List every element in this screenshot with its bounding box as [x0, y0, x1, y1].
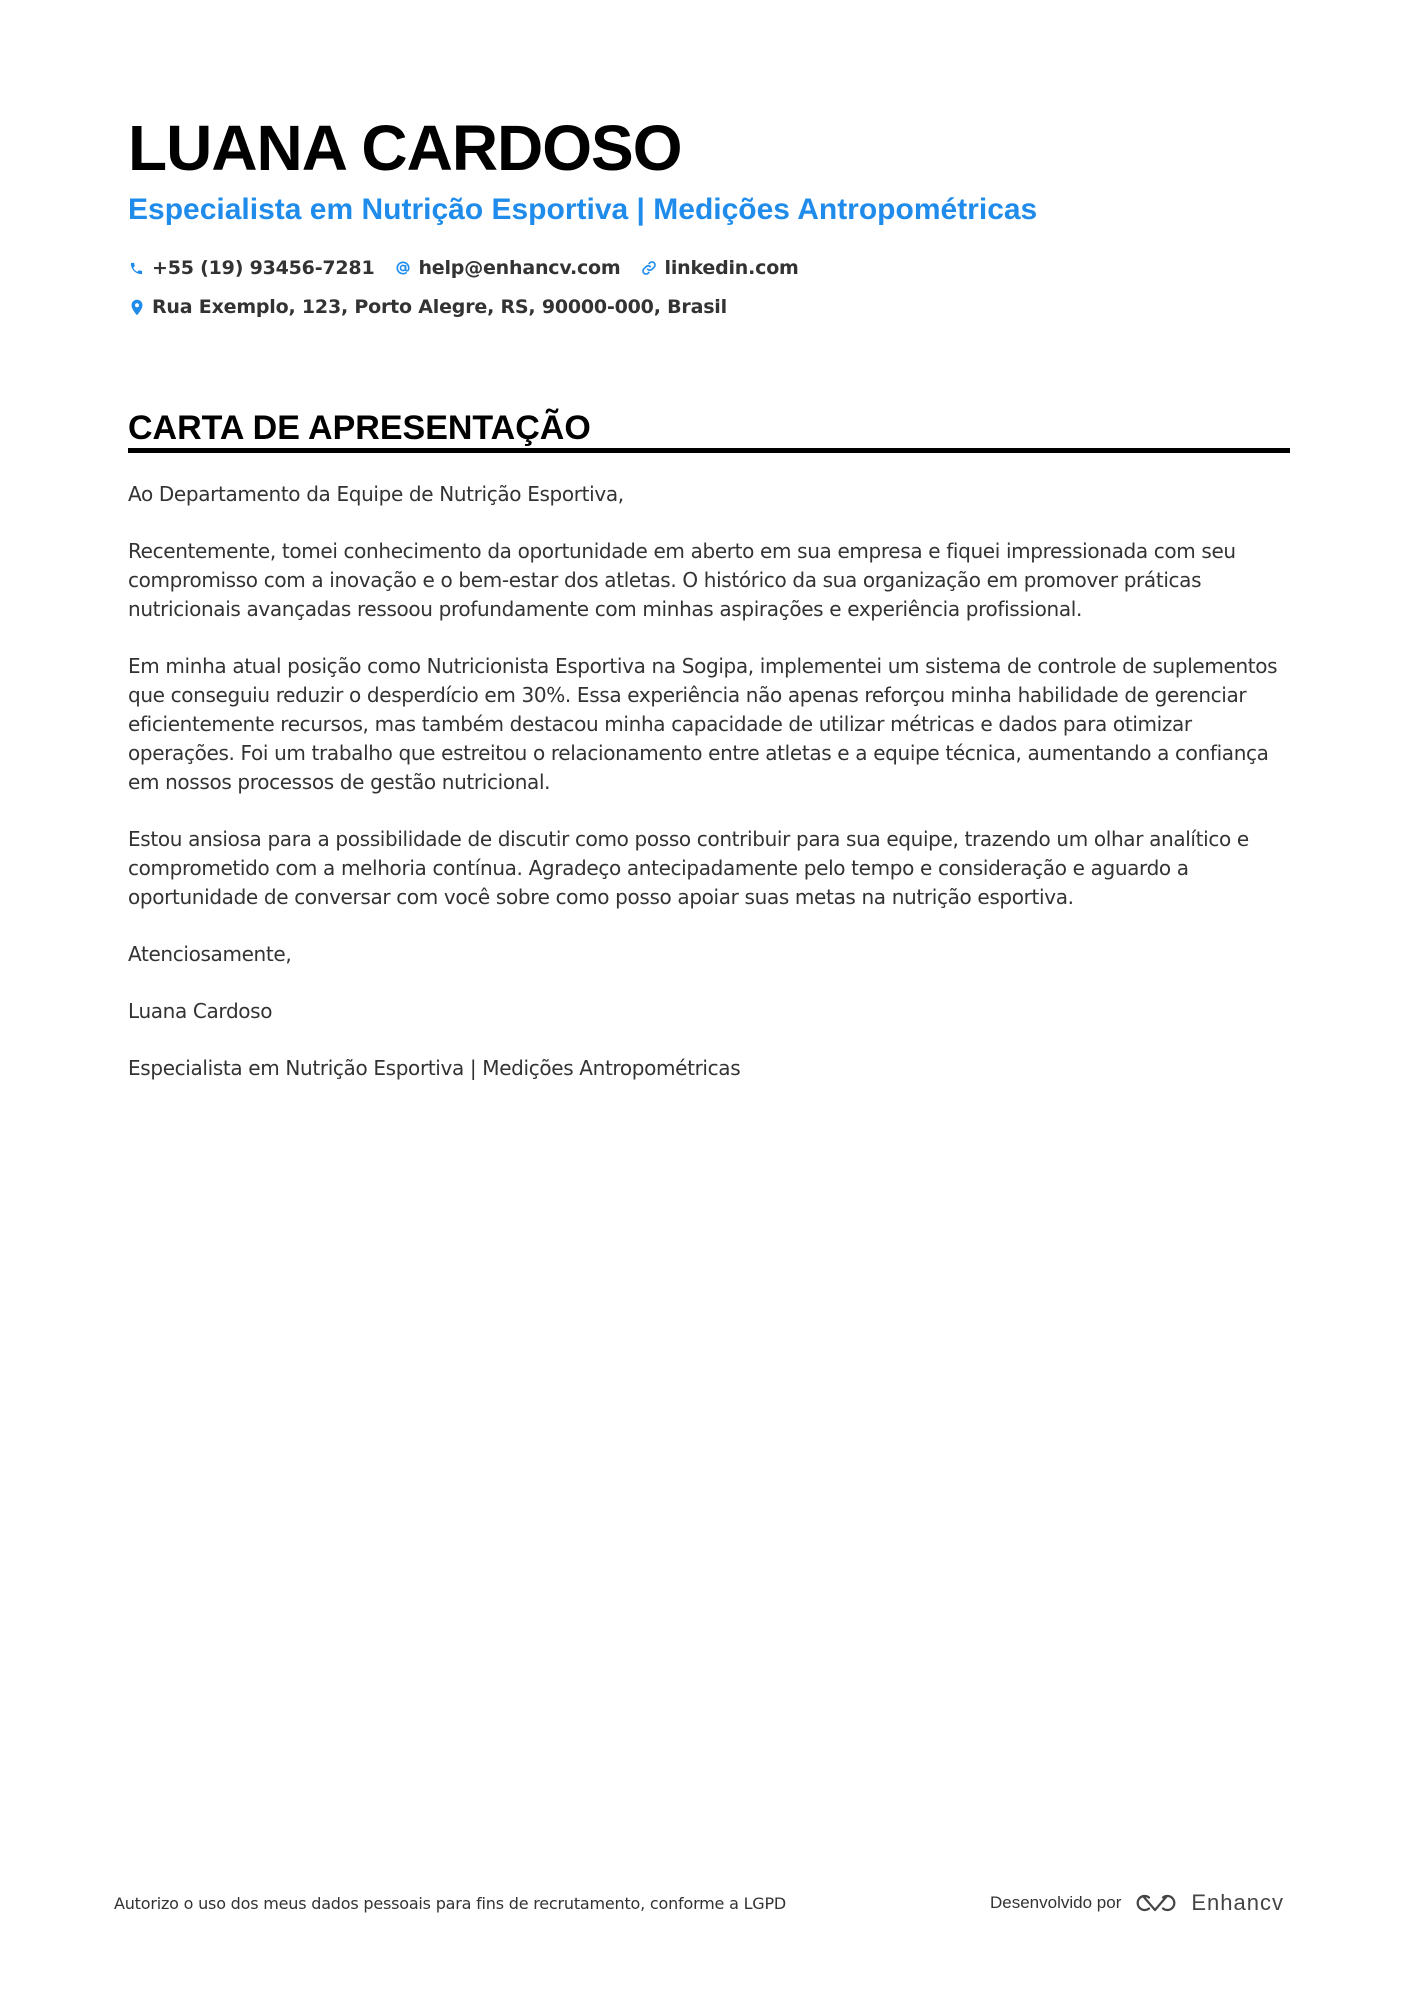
contact-link[interactable] — [641, 257, 799, 279]
letter-paragraph: Recentemente, tomei conhecimento da oportunidade em aberto em sua empresa e fiquei impressionada com seu compromisso com a inovação e o bem-estar dos atletas. O histórico da sua organização em promover práticas nutricionais avançadas ressoou profundamente com minhas aspirações e experiência profissional. — [128, 539, 1236, 621]
address-text: Rua Exemplo, 123, Porto Alegre, RS, 90000-000, Brasil — [152, 296, 727, 318]
letter-signature-name: Luana Cardoso — [128, 999, 273, 1023]
candidate-name: LUANA CARDOSO — [128, 112, 682, 184]
letter-body — [128, 480, 1293, 1111]
enhancv-logo-icon — [1133, 1891, 1179, 1915]
at-icon — [394, 260, 411, 277]
letter-signature-title: Especialista em Nutrição Esportiva | Medições Antropométricas — [128, 1056, 741, 1080]
section-title: CARTA DE APRESENTAÇÃO — [128, 409, 591, 447]
letter-salutation: Ao Departamento da Equipe de Nutrição Esportiva, — [128, 482, 624, 506]
candidate-headline: Especialista em Nutrição Esportiva | Medições Antropométricas — [128, 193, 1038, 226]
section-divider — [128, 448, 1290, 453]
footer-branding[interactable] — [990, 1888, 1284, 1918]
powered-by-label: Desenvolvido por — [990, 1893, 1122, 1912]
link-text: linkedin.com — [664, 257, 799, 279]
contact-row-primary — [128, 253, 819, 283]
contact-address — [128, 296, 727, 318]
contact-row-address — [128, 292, 747, 322]
phone-icon — [128, 260, 145, 277]
link-icon — [641, 260, 658, 277]
footer-consent: Autorizo o uso dos meus dados pessoais para fins de recrutamento, conforme a LGPD — [114, 1894, 787, 1913]
contact-email[interactable] — [394, 257, 620, 279]
letter-paragraph: Estou ansiosa para a possibilidade de discutir como posso contribuir para sua equipe, trazendo um olhar analítico e comprometido com a melhoria contínua. Agradeço antecipadamente pelo tempo e consideração e aguardo a oportunidade de conversar com você sobre como posso apoiar suas metas na nutrição esportiva. — [128, 827, 1249, 909]
brand-name: Enhancv — [1191, 1890, 1284, 1915]
phone-text: +55 (19) 93456-7281 — [152, 257, 375, 279]
location-pin-icon — [128, 299, 145, 316]
contact-phone[interactable] — [128, 257, 374, 279]
email-text: help@enhancv.com — [418, 257, 621, 279]
letter-paragraph: Em minha atual posição como Nutricionista Esportiva na Sogipa, implementei um sistema de controle de suplementos que conseguiu reduzir o desperdício em 30%. Essa experiência não apenas reforçou minha habilidade de gerenciar eficientemente recursos, mas também destacou minha capacidade de utilizar métricas e dados para otimizar operações. Foi um trabalho que estreitou o relacionamento entre atletas e a equipe técnica, aumentando a confiança em nossos processos de gestão nutricional. — [128, 654, 1278, 794]
letter-closing: Atenciosamente, — [128, 942, 292, 966]
